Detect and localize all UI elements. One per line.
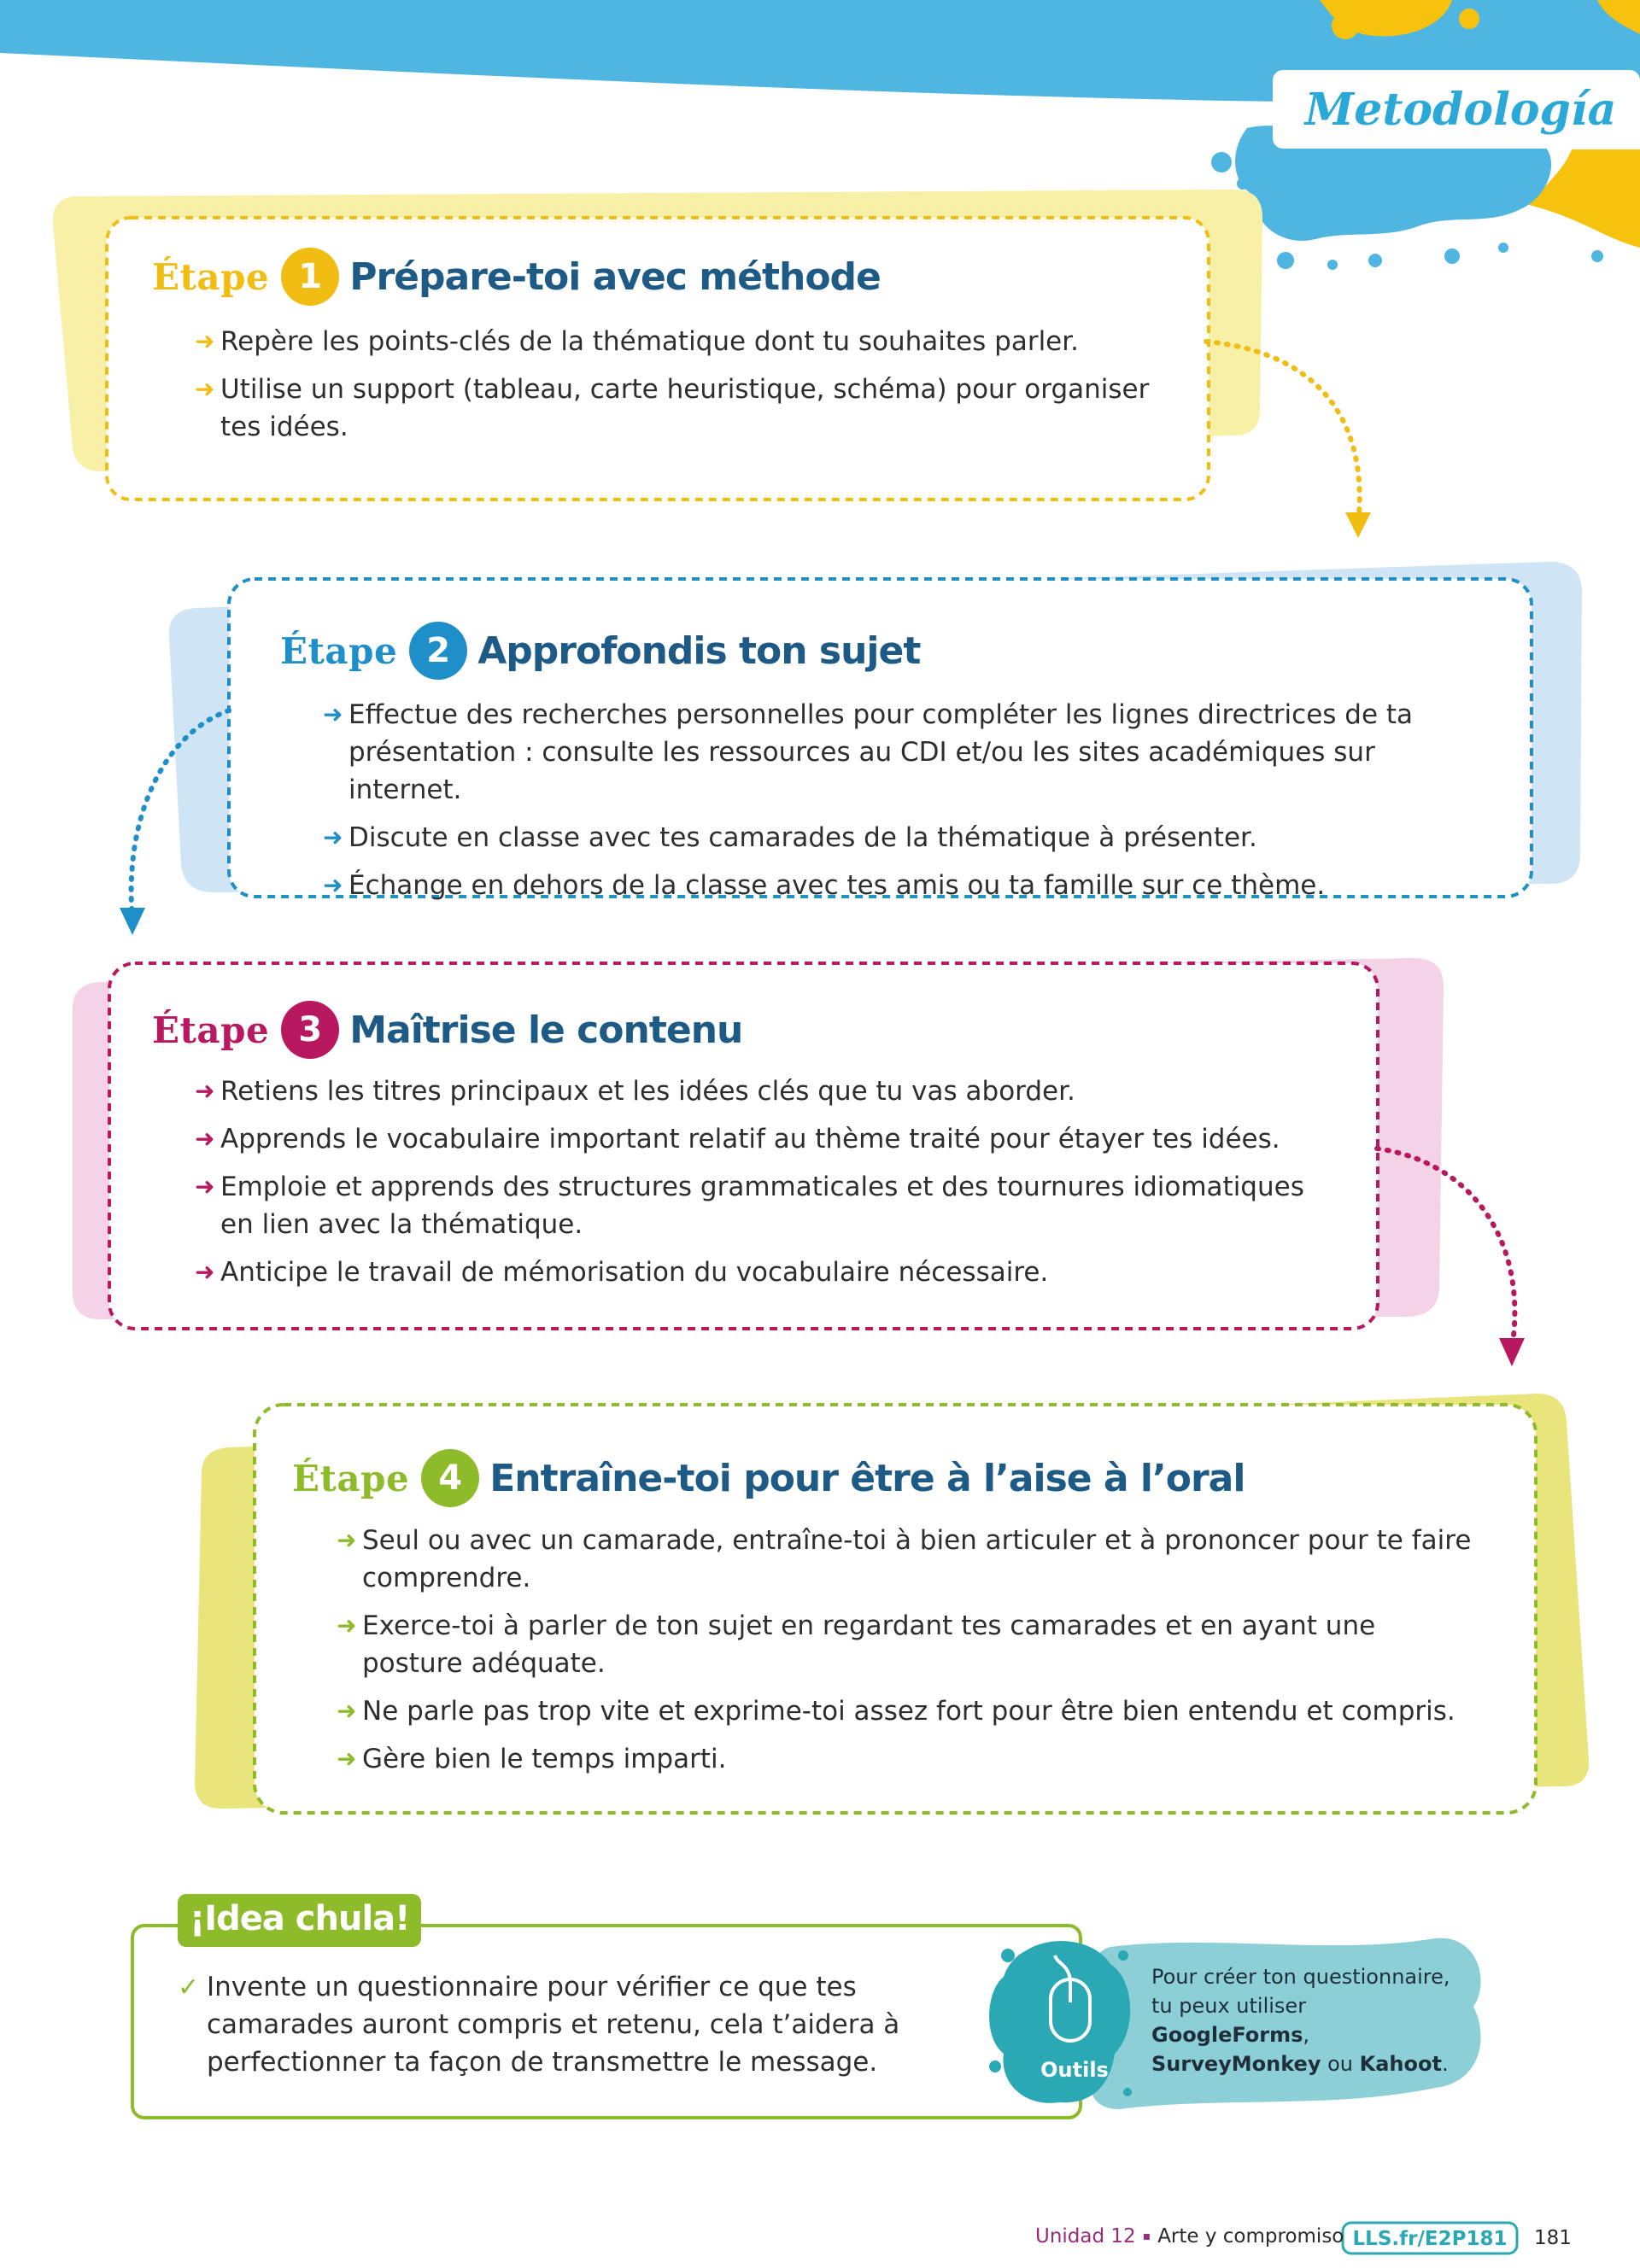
arrow-right-icon: ➜ xyxy=(195,327,215,355)
step3-etape-label: Étape xyxy=(152,1008,270,1051)
step3-heading xyxy=(152,1001,742,1059)
step2-etape-label: Étape xyxy=(280,629,398,672)
list-item: ➜ Utilise un support (tableau, carte heuristique, schéma) pour organiser tes idées. xyxy=(195,371,1177,446)
list-item: ➜ Ne parle pas trop vite et exprime-toi assez fort pour être bien entendu et compris. xyxy=(337,1692,1481,1730)
tools-label: Outils xyxy=(1040,2058,1109,2082)
arrow-right-icon: ➜ xyxy=(337,1611,357,1640)
arrow-right-icon: ➜ xyxy=(337,1697,357,1725)
list-item: ➜ Seul ou avec un camarade, entraîne-toi à bien articuler et à prononcer pour te faire comprendre. xyxy=(337,1522,1481,1597)
footer xyxy=(1035,2225,1344,2248)
step4-number-badge: 4 xyxy=(421,1449,479,1507)
list-item: ➜ Anticipe le travail de mémorisation du vocabulaire nécessaire. xyxy=(195,1254,1305,1291)
arrow-right-icon: ➜ xyxy=(195,1077,215,1105)
tool-surveymonkey: SurveyMonkey xyxy=(1151,2052,1321,2076)
footer-link[interactable]: LLS.fr/E2P181 xyxy=(1352,2228,1508,2250)
list-item: ➜ Effectue des recherches personnelles pour compléter les lignes directrices de ta présentation : consulte les ressources au CDI et/ou les sites académiques sur internet. xyxy=(323,696,1485,809)
arrow-right-icon: ➜ xyxy=(195,1125,215,1153)
step1-list xyxy=(195,323,1177,456)
list-item: ➜ Discute en classe avec tes camarades de la thématique à présenter. xyxy=(323,819,1485,856)
arrow-right-icon: ➜ xyxy=(337,1526,357,1554)
arrow-right-icon: ➜ xyxy=(323,823,343,851)
idea-tag: ¡Idea chula! xyxy=(178,1894,421,1947)
list-item: ➜ Repère les points-clés de la thématique dont tu souhaites parler. xyxy=(195,323,1177,360)
step1-heading xyxy=(152,248,881,306)
list-item: ➜ Emploie et apprends des structures grammaticales et des tournures idiomatiques en lien avec la thématique. xyxy=(195,1168,1305,1243)
step4-list xyxy=(337,1522,1481,1788)
arrow-right-icon: ➜ xyxy=(323,700,343,728)
step4-title: Entraîne-toi pour être à l’aise à l’oral xyxy=(489,1456,1245,1500)
step2-number-badge: 2 xyxy=(409,622,467,680)
arrow-right-icon: ➜ xyxy=(195,1258,215,1286)
step1-title: Prépare-toi avec méthode xyxy=(349,254,881,299)
step4-etape-label: Étape xyxy=(292,1457,410,1499)
arrow-right-icon: ➜ xyxy=(195,375,215,403)
list-item: ➜ Gère bien le temps imparti. xyxy=(337,1740,1481,1778)
step3-title: Maîtrise le contenu xyxy=(349,1008,743,1052)
tools-text: Pour créer ton questionnaire, tu peux utiliser GoogleForms, SurveyMonkey ou Kahoot. xyxy=(1151,1965,1450,2076)
tool-kahoot: Kahoot xyxy=(1359,2052,1442,2076)
arrow-right-icon: ➜ xyxy=(323,871,343,899)
list-item: ➜ Retiens les titres principaux et les idées clés que tu vas aborder. xyxy=(195,1073,1305,1110)
list-item: ➜ Échange en dehors de la classe avec tes amis ou ta famille sur ce thème. xyxy=(323,867,1485,904)
step4-heading xyxy=(292,1449,1245,1507)
step2-list xyxy=(323,696,1485,915)
list-item: ➜ Apprends le vocabulaire important relatif au thème traité pour étayer tes idées. xyxy=(195,1120,1305,1158)
footer-bullet: ▪ xyxy=(1142,2230,1151,2243)
idea-text: Invente un questionnaire pour vérifier ce que tes camarades auront compris et retenu, cela t’aidera à perfectionner ta façon de transmettre le message. xyxy=(207,1972,900,2078)
step3-number-badge: 3 xyxy=(281,1001,339,1059)
arrow-right-icon: ➜ xyxy=(195,1172,215,1201)
footer-chapter: Arte y compromiso xyxy=(1157,2225,1344,2248)
tool-googleforms: GoogleForms xyxy=(1151,2023,1303,2047)
checkmark-icon: ✓ xyxy=(178,1973,200,2002)
step2-title: Approfondis ton sujet xyxy=(477,628,921,673)
section-label: Metodología xyxy=(1304,83,1617,136)
arrow-right-icon: ➜ xyxy=(337,1745,357,1773)
list-item: ➜ Exerce-toi à parler de ton sujet en regardant tes camarades et en ayant une posture adéquate. xyxy=(337,1607,1481,1682)
page-number: 181 xyxy=(1534,2227,1572,2249)
step3-list xyxy=(195,1073,1305,1301)
step1-number-badge: 1 xyxy=(281,248,339,306)
step1-etape-label: Étape xyxy=(152,255,270,298)
step2-heading xyxy=(280,622,920,680)
footer-unit: Unidad 12 xyxy=(1035,2225,1136,2248)
